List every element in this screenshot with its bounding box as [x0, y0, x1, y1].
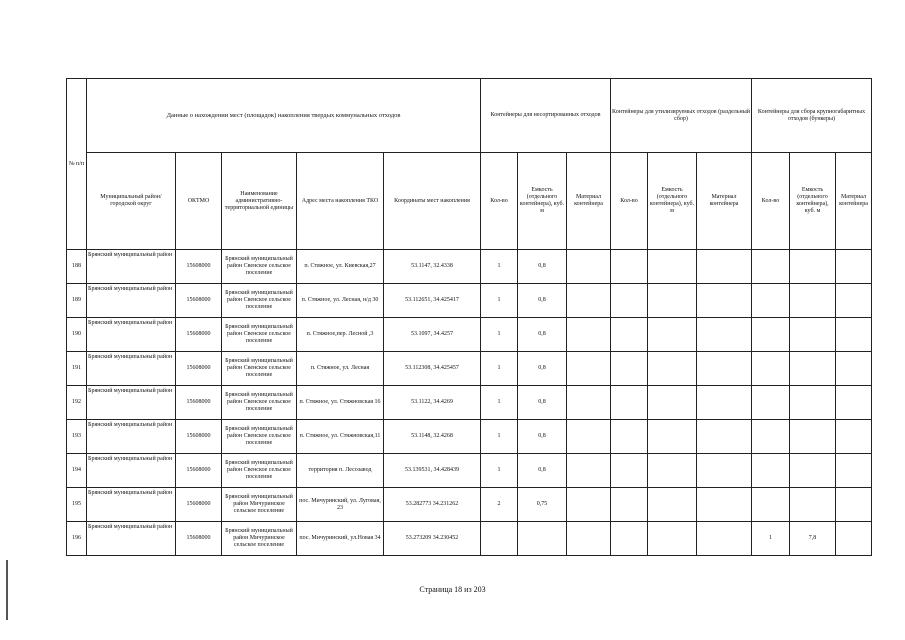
header-coords: Координаты мест накопления — [384, 153, 481, 250]
cell-material-unsorted — [567, 386, 611, 420]
header-count-separate: Кол-во — [611, 153, 648, 250]
register-sheet — [66, 78, 872, 556]
cell-count-unsorted: 1 — [481, 454, 518, 488]
header-count-bulky: Кол-во — [752, 153, 790, 250]
cell-address: территория п. Лесозавод — [297, 454, 384, 488]
cell-district: Брянский муниципальный район — [87, 352, 176, 386]
cell-material-separate — [697, 522, 752, 556]
cell-unit: Брянский муниципальный район Свенское сельское поселение — [222, 420, 297, 454]
cell-material-unsorted — [567, 318, 611, 352]
cell-capacity-bulky — [790, 420, 836, 454]
cell-material-bulky — [836, 318, 872, 352]
cell-oktmo: 15608000 — [176, 250, 222, 284]
cell-material-unsorted — [567, 420, 611, 454]
header-address: Адрес места накопления ТКО — [297, 153, 384, 250]
cell-count-bulky — [752, 318, 790, 352]
cell-material-bulky — [836, 386, 872, 420]
cell-address: п. Стяжное, ул. Стяжновская 16 — [297, 386, 384, 420]
cell-address: пос. Мичуринский, ул. Луговая, 23 — [297, 488, 384, 522]
cell-capacity-unsorted: 0,8 — [518, 284, 567, 318]
header-num: № п/п — [67, 79, 87, 250]
header-unit: Наименование административно-территориальной единицы — [222, 153, 297, 250]
cell-count-bulky — [752, 386, 790, 420]
row-number: 192 — [67, 386, 87, 420]
cell-count-unsorted: 1 — [481, 284, 518, 318]
cell-oktmo: 15608000 — [176, 488, 222, 522]
cell-unit: Брянский муниципальный район Свенское сельское поселение — [222, 386, 297, 420]
cell-material-unsorted — [567, 522, 611, 556]
cell-count-separate — [611, 488, 648, 522]
table-row — [67, 420, 872, 454]
cell-address: п. Стяжное, ул. Стяжновская,11 — [297, 420, 384, 454]
header-count-unsorted: Кол-во — [481, 153, 518, 250]
cell-count-separate — [611, 386, 648, 420]
cell-material-unsorted — [567, 352, 611, 386]
cell-capacity-separate — [648, 386, 697, 420]
cell-capacity-bulky — [790, 488, 836, 522]
page-footer: Страница 18 из 203 — [419, 585, 486, 594]
cell-unit: Брянский муниципальный район Свенское сельское поселение — [222, 284, 297, 318]
cell-count-unsorted: 2 — [481, 488, 518, 522]
cell-coords: 53.282773 34.231262 — [384, 488, 481, 522]
table-row — [67, 488, 872, 522]
cell-unit: Брянский муниципальный район Свенское сельское поселение — [222, 318, 297, 352]
cell-capacity-bulky — [790, 386, 836, 420]
cell-count-unsorted: 1 — [481, 250, 518, 284]
cell-district: Брянский муниципальный район — [87, 454, 176, 488]
cell-material-unsorted — [567, 284, 611, 318]
cell-capacity-separate — [648, 420, 697, 454]
cell-material-separate — [697, 250, 752, 284]
cell-district: Брянский муниципальный район — [87, 522, 176, 556]
cell-count-bulky: 1 — [752, 522, 790, 556]
table-row — [67, 250, 872, 284]
cell-material-separate — [697, 420, 752, 454]
header-oktmo: ОКТМО — [176, 153, 222, 250]
cell-coords: 53.273209 34.230452 — [384, 522, 481, 556]
cell-material-separate — [697, 352, 752, 386]
cell-oktmo: 15608000 — [176, 352, 222, 386]
cell-district: Брянский муниципальный район — [87, 488, 176, 522]
cell-count-separate — [611, 454, 648, 488]
cell-material-bulky — [836, 454, 872, 488]
row-number: 191 — [67, 352, 87, 386]
cell-district: Брянский муниципальный район — [87, 420, 176, 454]
waste-sites-table — [66, 78, 872, 556]
cell-count-separate — [611, 318, 648, 352]
cell-count-bulky — [752, 420, 790, 454]
cell-count-separate — [611, 284, 648, 318]
cell-count-bulky — [752, 284, 790, 318]
cell-material-bulky — [836, 488, 872, 522]
cell-capacity-unsorted: 0,8 — [518, 420, 567, 454]
cell-capacity-separate — [648, 250, 697, 284]
cell-count-unsorted: 1 — [481, 420, 518, 454]
header-capacity-separate: Емкость (отдельного контейнера), куб. м — [648, 153, 697, 250]
cell-count-unsorted — [481, 522, 518, 556]
cell-count-separate — [611, 420, 648, 454]
cell-oktmo: 15608000 — [176, 522, 222, 556]
cell-capacity-separate — [648, 522, 697, 556]
cell-capacity-separate — [648, 352, 697, 386]
cell-capacity-separate — [648, 488, 697, 522]
cell-district: Брянский муниципальный район — [87, 284, 176, 318]
cell-capacity-bulky — [790, 318, 836, 352]
cell-district: Брянский муниципальный район — [87, 386, 176, 420]
cell-coords: 53.1147, 32.4338 — [384, 250, 481, 284]
cell-material-bulky — [836, 420, 872, 454]
header-capacity-unsorted: Емкость (отдельного контейнера), куб. м — [518, 153, 567, 250]
header-capacity-bulky: Емкость (отдельного контейнера), куб. м — [790, 153, 836, 250]
cell-capacity-unsorted: 0,8 — [518, 250, 567, 284]
cell-material-separate — [697, 318, 752, 352]
header-material-unsorted: Материал контейнера — [567, 153, 611, 250]
row-number: 188 — [67, 250, 87, 284]
table-row — [67, 454, 872, 488]
cell-oktmo: 15608000 — [176, 284, 222, 318]
cell-material-separate — [697, 488, 752, 522]
cell-material-bulky — [836, 284, 872, 318]
cell-unit: Брянский муниципальный район Свенское сельское поселение — [222, 250, 297, 284]
table-header — [67, 79, 872, 250]
header-material-separate: Материал контейнера — [697, 153, 752, 250]
header-group-separate: Контейнеры для утилизируемых отходов (раздельный сбор) — [611, 79, 752, 153]
cell-coords: 53.112651, 34.425417 — [384, 284, 481, 318]
cell-oktmo: 15608000 — [176, 386, 222, 420]
cell-count-bulky — [752, 250, 790, 284]
cell-unit: Брянский муниципальный район Мичуринское сельское поселение — [222, 488, 297, 522]
cell-material-separate — [697, 386, 752, 420]
cell-count-bulky — [752, 352, 790, 386]
cell-coords: 53.112308, 34.425457 — [384, 352, 481, 386]
header-material-bulky: Материал контейнера — [836, 153, 872, 250]
cell-count-separate — [611, 250, 648, 284]
row-number: 196 — [67, 522, 87, 556]
cell-capacity-unsorted — [518, 522, 567, 556]
cell-material-separate — [697, 454, 752, 488]
cell-district: Брянский муниципальный район — [87, 318, 176, 352]
cell-capacity-unsorted: 0,8 — [518, 318, 567, 352]
cell-coords: 53.1097, 34.4257 — [384, 318, 481, 352]
cell-count-bulky — [752, 454, 790, 488]
cell-coords: 53.1122, 34.4269 — [384, 386, 481, 420]
cell-oktmo: 15608000 — [176, 454, 222, 488]
header-district: Муниципальный район/городской округ — [87, 153, 176, 250]
table-row — [67, 522, 872, 556]
header-group-location: Данные о нахождении мест (площадок) накопления твердых коммунальных отходов — [87, 79, 481, 153]
cell-address: пос. Мичуринский, ул.Новая 34 — [297, 522, 384, 556]
cell-address: п. Стяжное,пер. Лесной ,3 — [297, 318, 384, 352]
cell-address: п. Стяжное, ул. Лесная — [297, 352, 384, 386]
cell-count-unsorted: 1 — [481, 352, 518, 386]
cell-unit: Брянский муниципальный район Свенское сельское поселение — [222, 454, 297, 488]
cell-capacity-bulky — [790, 352, 836, 386]
cell-address: п. Стяжное, ул. Киевская,27 — [297, 250, 384, 284]
cell-address: п. Стяжное, ул. Лесная, н/д 30 — [297, 284, 384, 318]
cell-capacity-bulky — [790, 454, 836, 488]
cell-unit: Брянский муниципальный район Свенское сельское поселение — [222, 352, 297, 386]
table-row — [67, 386, 872, 420]
cell-capacity-unsorted: 0,75 — [518, 488, 567, 522]
cell-capacity-bulky — [790, 284, 836, 318]
cell-material-bulky — [836, 522, 872, 556]
cell-capacity-bulky: 7,8 — [790, 522, 836, 556]
cell-material-bulky — [836, 250, 872, 284]
cell-count-separate — [611, 352, 648, 386]
cell-material-unsorted — [567, 454, 611, 488]
header-group-bulky: Контейнеры для сбора крупногабаритных отходов (бункеры) — [752, 79, 872, 153]
cell-capacity-unsorted: 0,8 — [518, 386, 567, 420]
cell-unit: Брянский муниципальный район Мичуринское сельское поселение — [222, 522, 297, 556]
row-number: 189 — [67, 284, 87, 318]
table-row — [67, 318, 872, 352]
cell-capacity-separate — [648, 454, 697, 488]
row-number: 190 — [67, 318, 87, 352]
cell-material-unsorted — [567, 250, 611, 284]
cell-material-bulky — [836, 352, 872, 386]
row-number: 195 — [67, 488, 87, 522]
cell-district: Брянский муниципальный район — [87, 250, 176, 284]
cell-coords: 53.139531, 34.428439 — [384, 454, 481, 488]
cell-oktmo: 15608000 — [176, 420, 222, 454]
table-row — [67, 352, 872, 386]
row-number: 193 — [67, 420, 87, 454]
cell-oktmo: 15608000 — [176, 318, 222, 352]
cell-material-separate — [697, 284, 752, 318]
cell-count-bulky — [752, 488, 790, 522]
cell-capacity-unsorted: 0,8 — [518, 454, 567, 488]
table-body — [67, 250, 872, 556]
cell-count-unsorted: 1 — [481, 386, 518, 420]
cell-count-unsorted: 1 — [481, 318, 518, 352]
cell-material-unsorted — [567, 488, 611, 522]
cell-capacity-separate — [648, 284, 697, 318]
cell-capacity-unsorted: 0,8 — [518, 352, 567, 386]
table-row — [67, 284, 872, 318]
row-number: 194 — [67, 454, 87, 488]
cell-capacity-separate — [648, 318, 697, 352]
header-group-unsorted: Контейнеры для несортированных отходов — [481, 79, 611, 153]
cell-capacity-bulky — [790, 250, 836, 284]
cell-count-separate — [611, 522, 648, 556]
cell-coords: 53.1148, 32.4268 — [384, 420, 481, 454]
